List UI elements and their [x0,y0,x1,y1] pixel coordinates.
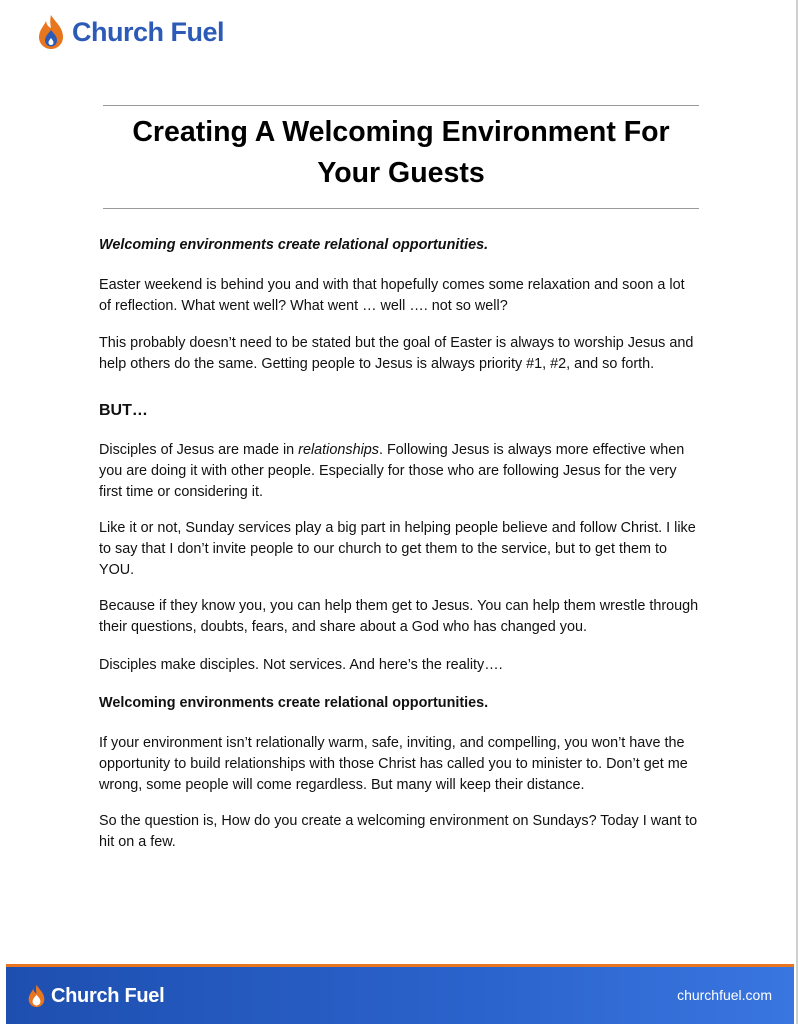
paragraph-1: Easter weekend is behind you and with that hopefully comes some relaxation and soon a lot of reflection. What went well? What went … well …. not so well? [99,277,685,314]
intro-line: Welcoming environments create relational opportunities. [99,237,489,253]
paragraph-3-emphasis: relationships [298,442,379,458]
title-line-1: Creating A Welcoming Environment For [132,116,670,148]
footer-wordmark: Church Fuel [51,984,165,1007]
but-heading: BUT… [99,402,148,419]
paragraph-3-end: . Following Jesus is always more effective when you are doing it with other people. Especially for those who are following Jesus for the very first time or considering it. [99,442,685,500]
flame-icon [28,984,45,1008]
flame-icon [38,14,64,50]
header-logo [38,14,224,50]
paragraph-3-start: Disciples of Jesus are made in [99,442,299,458]
title-line-2: Your Guests [317,157,485,189]
footer-bar [6,964,794,1024]
page-title [103,112,699,194]
paragraph-8: If your environment isn’t relationally warm, safe, inviting, and compelling, you won’t have the opportunity to build relationships with those Christ has called you to minister to. Don’t get me wrong, some people will come regardless. But many will keep their distance. [99,735,688,793]
footer-url[interactable]: churchfuel.com [677,987,772,1003]
footer-logo [28,984,164,1008]
title-rule-bottom [103,208,699,209]
paragraph-7: Welcoming environments create relational opportunities. [99,695,489,711]
paragraph-5: Because if they know you, you can help them get to Jesus. You can help them wrestle through their questions, doubts, fears, and share about a God who has changed you. [99,598,699,635]
paragraph-9: So the question is, How do you create a welcoming environment on Sundays? Today I want to hit on a few. [99,813,698,850]
paragraph-4: Like it or not, Sunday services play a big part in helping people believe and follow Christ. I like to say that I don’t invite people to our church to get them to the service, but to get them to YOU. [99,520,696,578]
paragraph-2: This probably doesn’t need to be stated but the goal of Easter is always to worship Jesus and help others do the same. Getting people to Jesus is always priority #1, #2, and so forth. [99,335,694,372]
title-rule-top [103,105,699,106]
paragraph-6: Disciples make disciples. Not services. And here’s the reality…. [99,657,503,673]
paragraph-3 [99,440,699,503]
logo-wordmark: Church Fuel [72,16,225,47]
